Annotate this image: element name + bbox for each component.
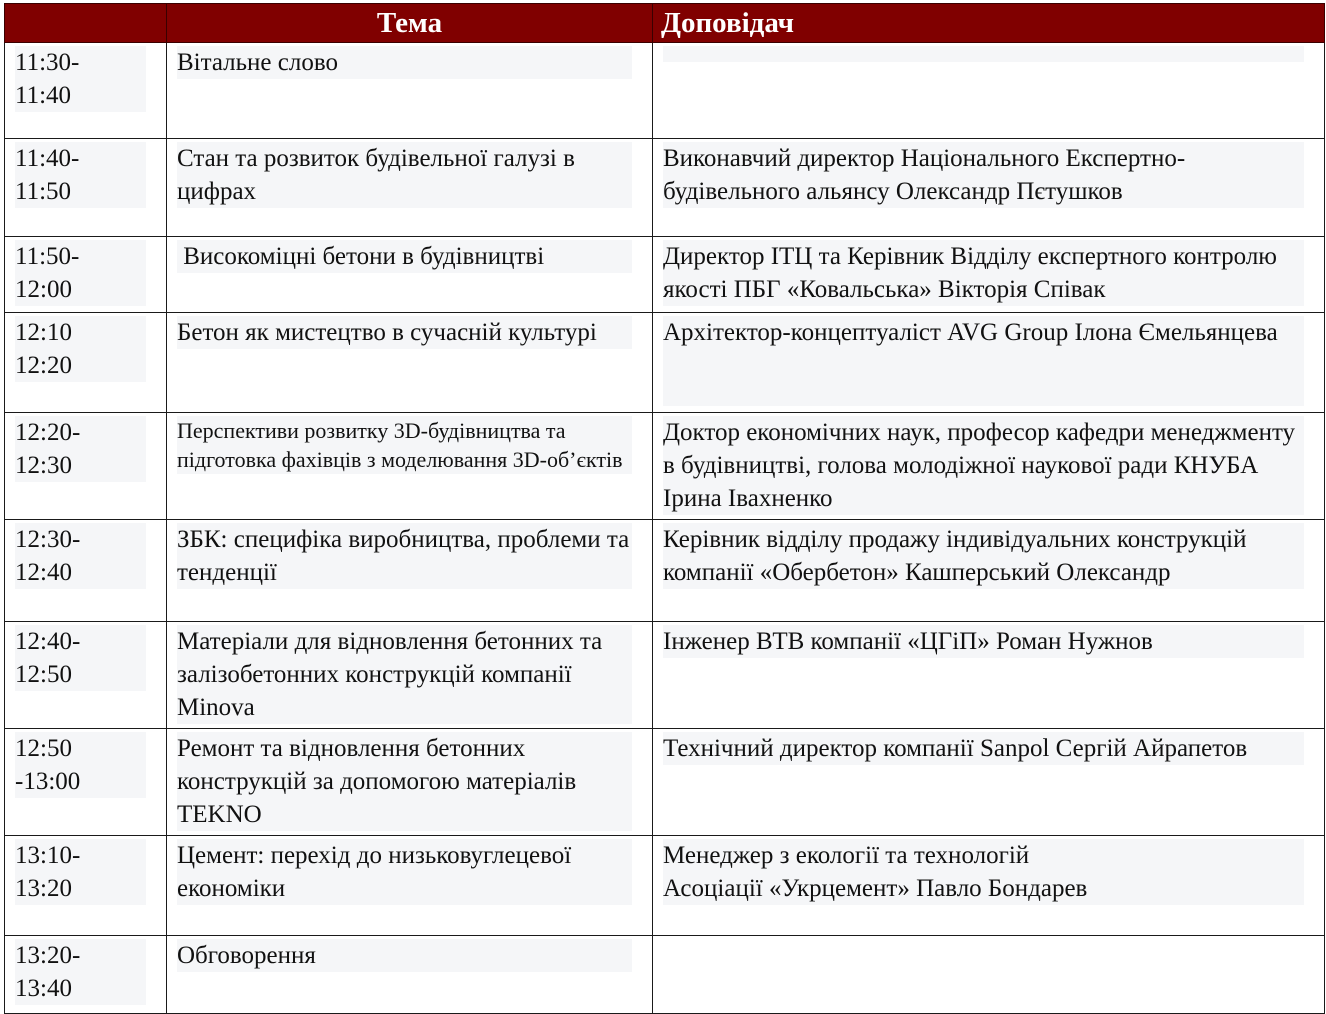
speaker-cell <box>653 622 1325 729</box>
topic-text: Високоміцні бетони в будівництві <box>177 240 632 273</box>
time-cell <box>5 936 167 1014</box>
speaker-cell <box>653 413 1325 520</box>
topic-text: Вітальне слово <box>177 46 632 79</box>
topic-text: Обговорення <box>177 939 632 972</box>
table-row <box>5 237 1325 313</box>
speaker-text: Технічний директор компанії Sanpol Сергій Айрапетов <box>663 732 1304 765</box>
speaker-cell <box>653 313 1325 413</box>
agenda-table <box>4 3 1325 1014</box>
time-text: 11:40- 11:50 <box>15 142 146 208</box>
table-header-row <box>5 4 1325 43</box>
topic-cell <box>167 43 653 139</box>
time-cell <box>5 43 167 139</box>
topic-cell <box>167 729 653 836</box>
time-cell <box>5 836 167 936</box>
speaker-cell <box>653 836 1325 936</box>
speaker-text: Виконавчий директор Національного Експертно-будівельного альянсу Олександр Пєтушков <box>663 142 1304 208</box>
time-text: 11:30- 11:40 <box>15 46 146 112</box>
time-cell <box>5 313 167 413</box>
topic-text: Цемент: перехід до низьковуглецевої економіки <box>177 839 632 905</box>
topic-text: Стан та розвиток будівельної галузі в цифрах <box>177 142 632 208</box>
time-cell <box>5 622 167 729</box>
topic-text: Матеріали для відновлення бетонних та залізобетонних конструкцій компанії Minova <box>177 625 632 724</box>
speaker-cell <box>653 936 1325 1014</box>
topic-text: ЗБК: специфіка виробництва, проблеми та тенденції <box>177 523 632 589</box>
table-row <box>5 413 1325 520</box>
time-text: 12:40- 12:50 <box>15 625 146 691</box>
table-row <box>5 836 1325 936</box>
speaker-text: Архітектор-концептуаліст AVG Group Ілона Ємельянцева <box>663 316 1304 406</box>
time-text: 13:10- 13:20 <box>15 839 146 905</box>
time-column-header <box>5 4 167 43</box>
topic-text: Бетон як мистецтво в сучасній культурі <box>177 316 632 349</box>
speaker-text: Інженер ВТВ компанії «ЦГіП» Роман Нужнов <box>663 625 1304 658</box>
topic-cell <box>167 139 653 237</box>
speaker-cell <box>653 520 1325 622</box>
topic-cell <box>167 237 653 313</box>
table-row <box>5 520 1325 622</box>
table-row <box>5 43 1325 139</box>
topic-column-header: Тема <box>167 4 653 43</box>
table-row <box>5 622 1325 729</box>
topic-cell <box>167 520 653 622</box>
time-text: 13:20- 13:40 <box>15 939 146 1005</box>
time-text: 12:30- 12:40 <box>15 523 146 589</box>
speaker-text <box>663 46 1304 62</box>
time-cell <box>5 729 167 836</box>
topic-cell <box>167 622 653 729</box>
topic-cell <box>167 413 653 520</box>
table-row <box>5 936 1325 1014</box>
topic-text: Ремонт та відновлення бетонних конструкцій за допомогою матеріалів TEKNO <box>177 732 632 831</box>
speaker-cell <box>653 139 1325 237</box>
time-text: 11:50- 12:00 <box>15 240 146 306</box>
time-cell <box>5 237 167 313</box>
time-text: 12:10 12:20 <box>15 316 146 382</box>
topic-text: Перспективи розвитку 3D-будівництва та підготовка фахівців з моделювання 3D-об’єктів <box>177 416 632 474</box>
time-cell <box>5 413 167 520</box>
speaker-text: Директор ІТЦ та Керівник Відділу експертного контролю якості ПБГ «Ковальська» Вікторія Співак <box>663 240 1304 306</box>
speaker-cell <box>653 729 1325 836</box>
table-row <box>5 729 1325 836</box>
speaker-text: Менеджер з екології та технологій Асоціації «Укрцемент» Павло Бондарев <box>663 839 1304 905</box>
table-row <box>5 313 1325 413</box>
speaker-cell <box>653 43 1325 139</box>
speaker-cell <box>653 237 1325 313</box>
speaker-column-header: Доповідач <box>653 4 1325 43</box>
speaker-text: Керівник відділу продажу індивідуальних конструкцій компанії «Обербетон» Кашперський Олександр <box>663 523 1304 589</box>
time-text: 12:50 -13:00 <box>15 732 146 798</box>
time-cell <box>5 520 167 622</box>
time-text: 12:20- 12:30 <box>15 416 146 482</box>
speaker-text: Доктор економічних наук, професор кафедри менеджменту в будівництві, голова молодіжної наукової ради КНУБА Ірина Івахненко <box>663 416 1304 515</box>
topic-cell <box>167 936 653 1014</box>
topic-cell <box>167 313 653 413</box>
table-row <box>5 139 1325 237</box>
time-cell <box>5 139 167 237</box>
topic-cell <box>167 836 653 936</box>
